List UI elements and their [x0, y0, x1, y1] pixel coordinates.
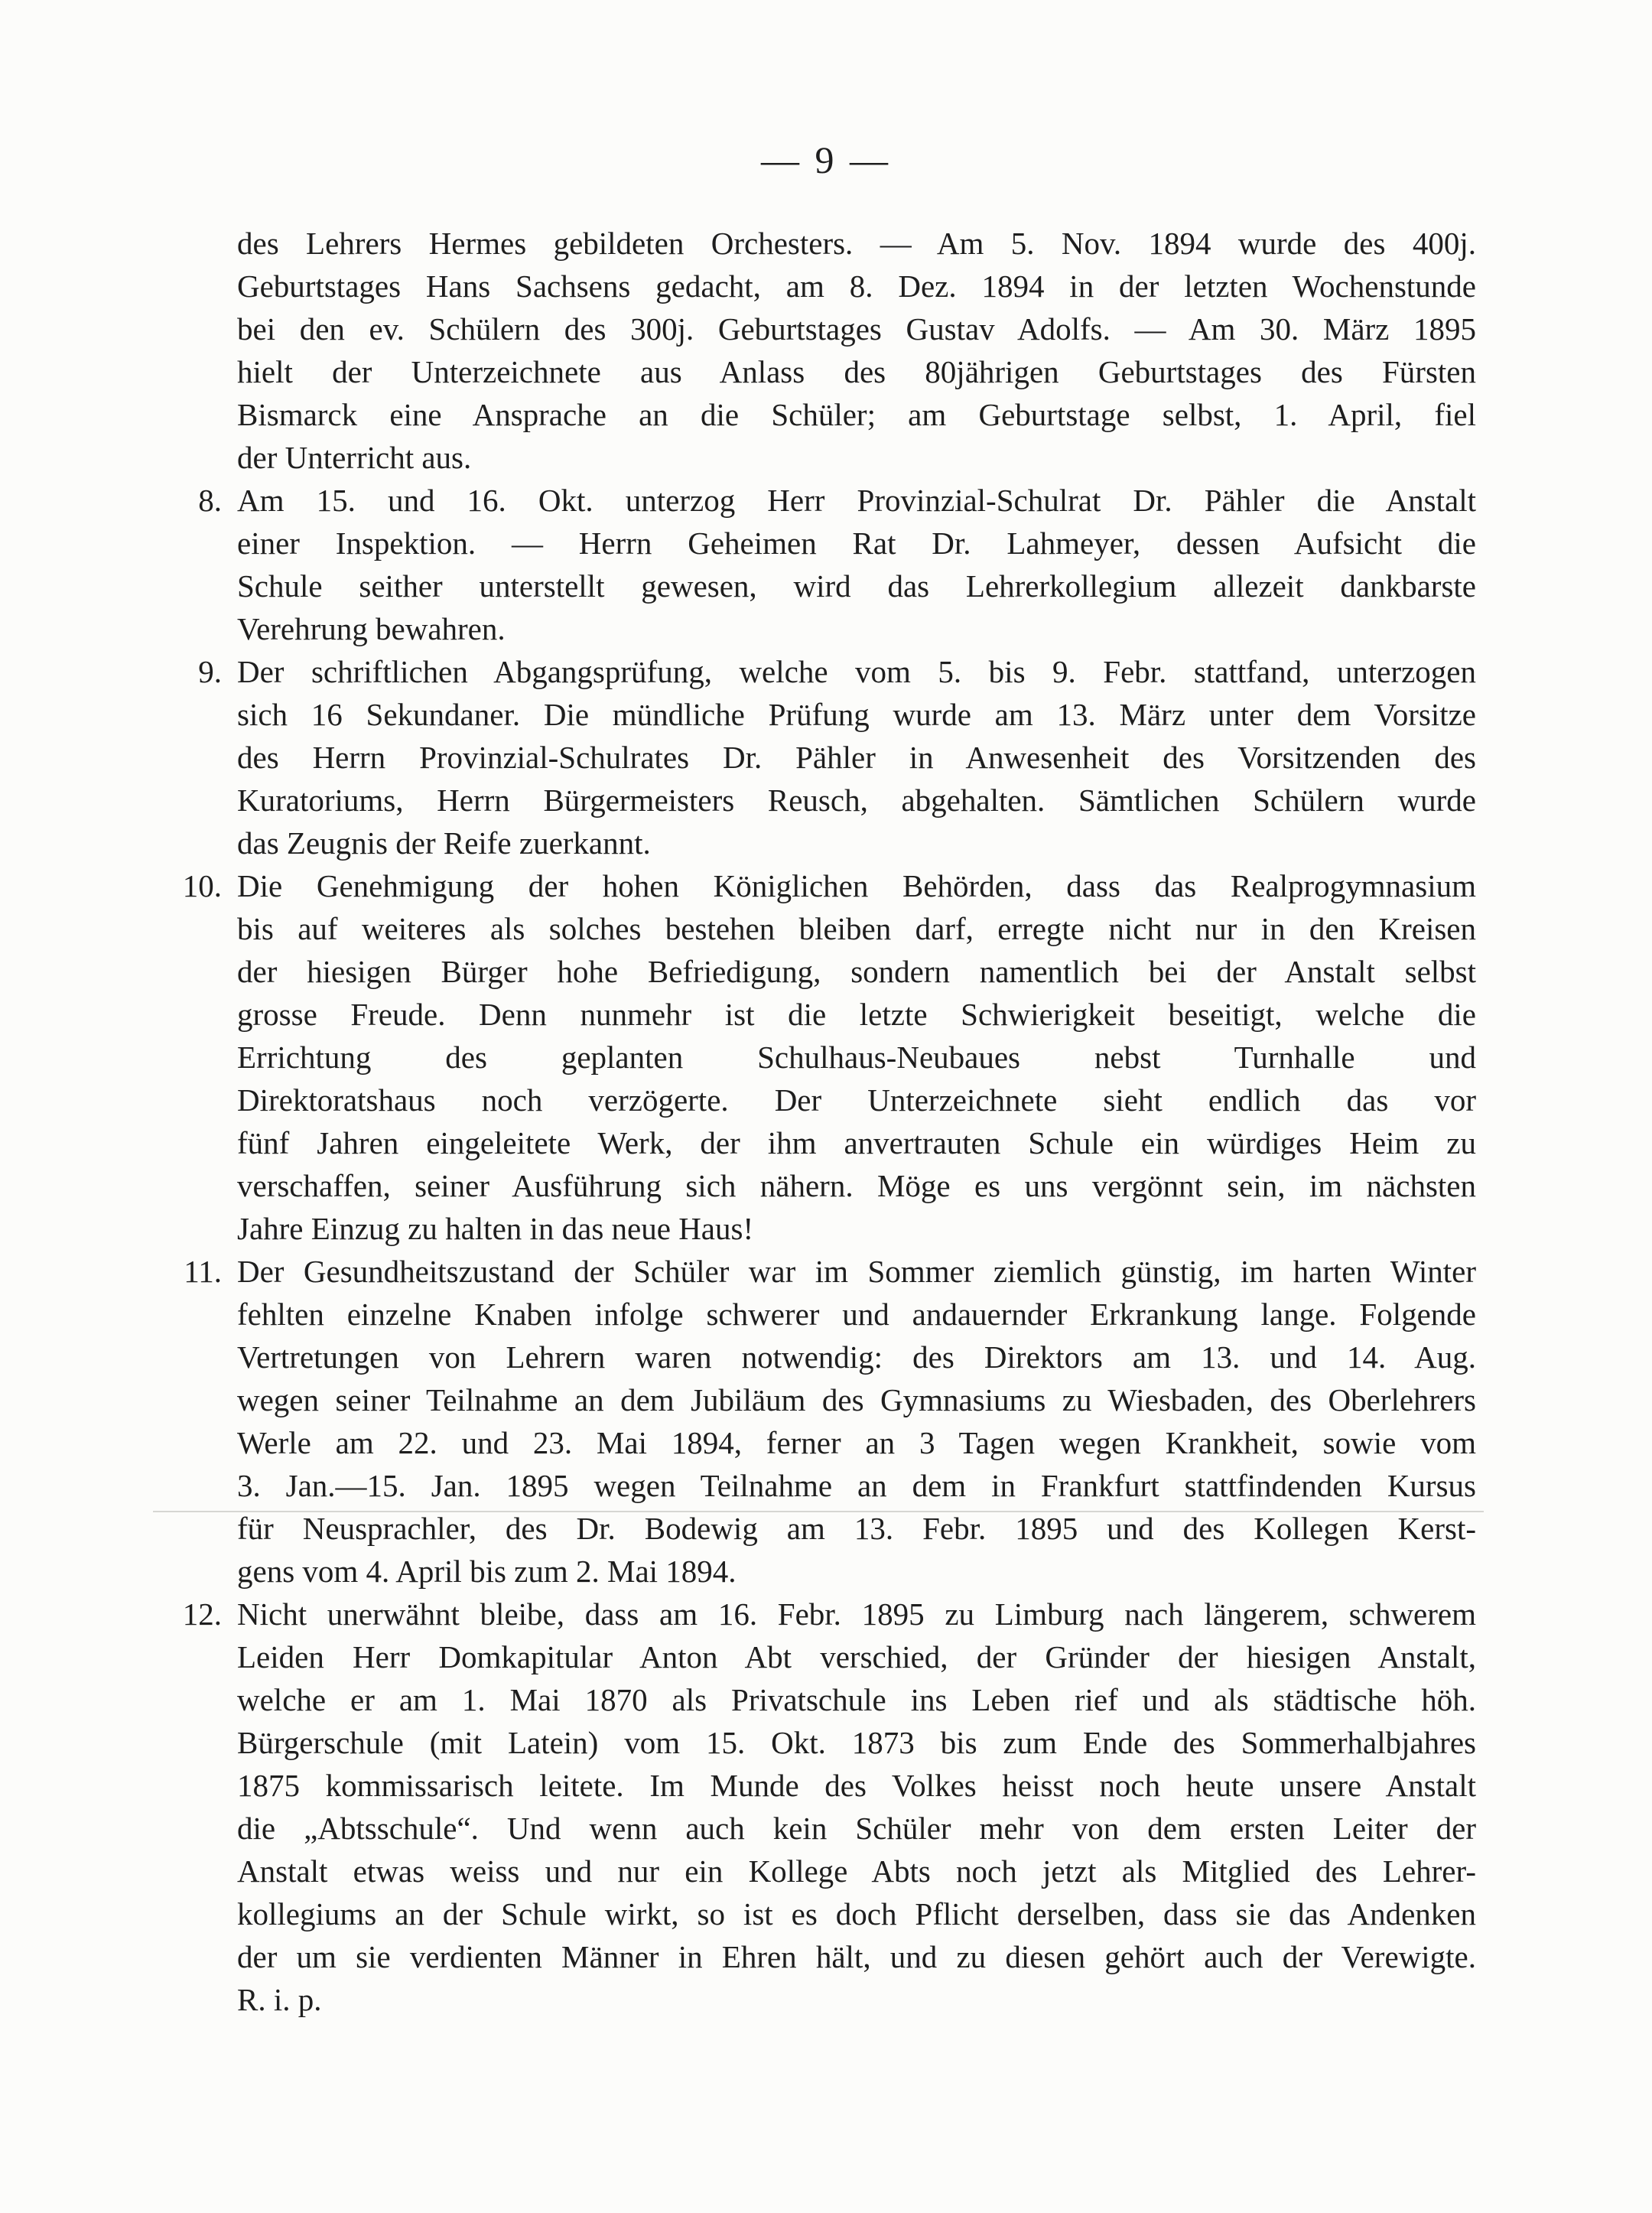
text-line: des Lehrers Hermes gebildeten Orchesters. — Am 5. Nov. 1894 wurde des 400j.	[237, 226, 1476, 261]
section-number-12: 12.	[182, 1596, 222, 1632]
text-line: Die Genehmigung der hohen Königlichen Behörden, dass das Realprogymnasium	[237, 868, 1476, 903]
text-line: gens vom 4. April bis zum 2. Mai 1894.	[237, 1554, 737, 1589]
text-line: der hiesigen Bürger hohe Befriedigung, sondern namentlich bei der Anstalt selbst	[237, 954, 1476, 989]
text-line: der um sie verdienten Männer in Ehren hält, und zu diesen gehört auch der Verewigte.	[237, 1939, 1476, 1974]
text-line: Geburtstages Hans Sachsens gedacht, am 8. Dez. 1894 in der letzten Wochenstunde	[237, 268, 1476, 304]
section-number-11: 11.	[184, 1254, 222, 1289]
text-line: R. i. p.	[237, 1982, 322, 2017]
text-line: Anstalt etwas weiss und nur ein Kollege Abts noch jetzt als Mitglied des Lehrer-	[237, 1853, 1476, 1889]
text-line: kollegiums an der Schule wirkt, so ist es doch Pflicht derselben, dass sie das Andenken	[237, 1896, 1476, 1931]
section-number-10: 10.	[182, 868, 222, 903]
text-line: Jahre Einzug zu halten in das neue Haus!	[237, 1211, 754, 1246]
text-line: Der schriftlichen Abgangsprüfung, welche vom 5. bis 9. Febr. stattfand, unterzogen	[237, 654, 1476, 689]
text-line: Bismarck eine Ansprache an die Schüler; am Geburtstage selbst, 1. April, fiel	[237, 397, 1476, 432]
text-line: Der Gesundheitszustand der Schüler war im Sommer ziemlich günstig, im harten Winter	[237, 1254, 1476, 1289]
text-line: sich 16 Sekundaner. Die mündliche Prüfung wurde am 13. März unter dem Vorsitze	[237, 697, 1476, 732]
text-line: einer Inspektion. — Herrn Geheimen Rat Dr. Lahmeyer, dessen Aufsicht die	[237, 526, 1476, 561]
text-line: Verehrung bewahren.	[237, 611, 506, 646]
page-number: — 9 —	[761, 138, 891, 181]
text-line: Nicht unerwähnt bleibe, dass am 16. Febr. 1895 zu Limburg nach längerem, schwerem	[237, 1596, 1476, 1632]
text-line: bei den ev. Schülern des 300j. Geburtstages Gustav Adolfs. — Am 30. März 1895	[237, 311, 1476, 347]
text-line: 1875 kommissarisch leitete. Im Munde des Volkes heisst noch heute unsere Anstalt	[237, 1768, 1476, 1803]
text-line: wegen seiner Teilnahme an dem Jubiläum des Gymnasiums zu Wiesbaden, des Oberlehrers	[237, 1382, 1476, 1417]
text-line: fehlten einzelne Knaben infolge schwerer und andauernder Erkrankung lange. Folgende	[237, 1297, 1476, 1332]
text-line: die „Abtsschule“. Und wenn auch kein Schüler mehr von dem ersten Leiter der	[237, 1811, 1476, 1846]
text-line: welche er am 1. Mai 1870 als Privatschule ins Leben rief und als städtische höh.	[237, 1682, 1476, 1717]
section-number-9: 9.	[198, 654, 222, 689]
text-line: Werle am 22. und 23. Mai 1894, ferner an 3 Tagen wegen Krankheit, sowie vom	[237, 1425, 1476, 1460]
text-line: Schule seither unterstellt gewesen, wird das Lehrerkollegium allezeit dankbarste	[237, 568, 1476, 604]
text-line: Leiden Herr Domkapitular Anton Abt verschied, der Gründer der hiesigen Anstalt,	[237, 1639, 1476, 1674]
text-line: verschaffen, seiner Ausführung sich nähern. Möge es uns vergönnt sein, im nächsten	[237, 1168, 1476, 1203]
text-line: Errichtung des geplanten Schulhaus-Neubaues nebst Turnhalle und	[237, 1040, 1476, 1075]
text-line: fünf Jahren eingeleitete Werk, der ihm anvertrauten Schule ein würdiges Heim zu	[237, 1125, 1476, 1160]
text-line: grosse Freude. Denn nunmehr ist die letzte Schwierigkeit beseitigt, welche die	[237, 997, 1476, 1032]
text-line: der Unterricht aus.	[237, 440, 472, 475]
text-line: 3. Jan.—15. Jan. 1895 wegen Teilnahme an dem in Frankfurt stattfindenden Kursus	[237, 1468, 1476, 1503]
text-line: Direktoratshaus noch verzögerte. Der Unterzeichnete sieht endlich das vor	[237, 1082, 1476, 1118]
text-line: das Zeugnis der Reife zuerkannt.	[237, 825, 651, 861]
text-line: hielt der Unterzeichnete aus Anlass des 80jährigen Geburtstages des Fürsten	[237, 354, 1476, 389]
text-line: Am 15. und 16. Okt. unterzog Herr Provinzial-Schulrat Dr. Pähler die Anstalt	[237, 483, 1476, 518]
text-line: Vertretungen von Lehrern waren notwendig: des Direktors am 13. und 14. Aug.	[237, 1339, 1476, 1375]
text-line: für Neusprachler, des Dr. Bodewig am 13. Febr. 1895 und des Kollegen Kerst-	[237, 1511, 1476, 1546]
text-line: Kuratoriums, Herrn Bürgermeisters Reusch, abgehalten. Sämtlichen Schülern wurde	[237, 783, 1476, 818]
text-line: Bürgerschule (mit Latein) vom 15. Okt. 1873 bis zum Ende des Sommerhalbjahres	[237, 1725, 1476, 1760]
text-line: des Herrn Provinzial-Schulrates Dr. Pähler in Anwesenheit des Vorsitzenden des	[237, 740, 1476, 775]
section-number-8: 8.	[198, 483, 222, 518]
text-line: bis auf weiteres als solches bestehen bleiben darf, erregte nicht nur in den Kreisen	[237, 911, 1476, 946]
